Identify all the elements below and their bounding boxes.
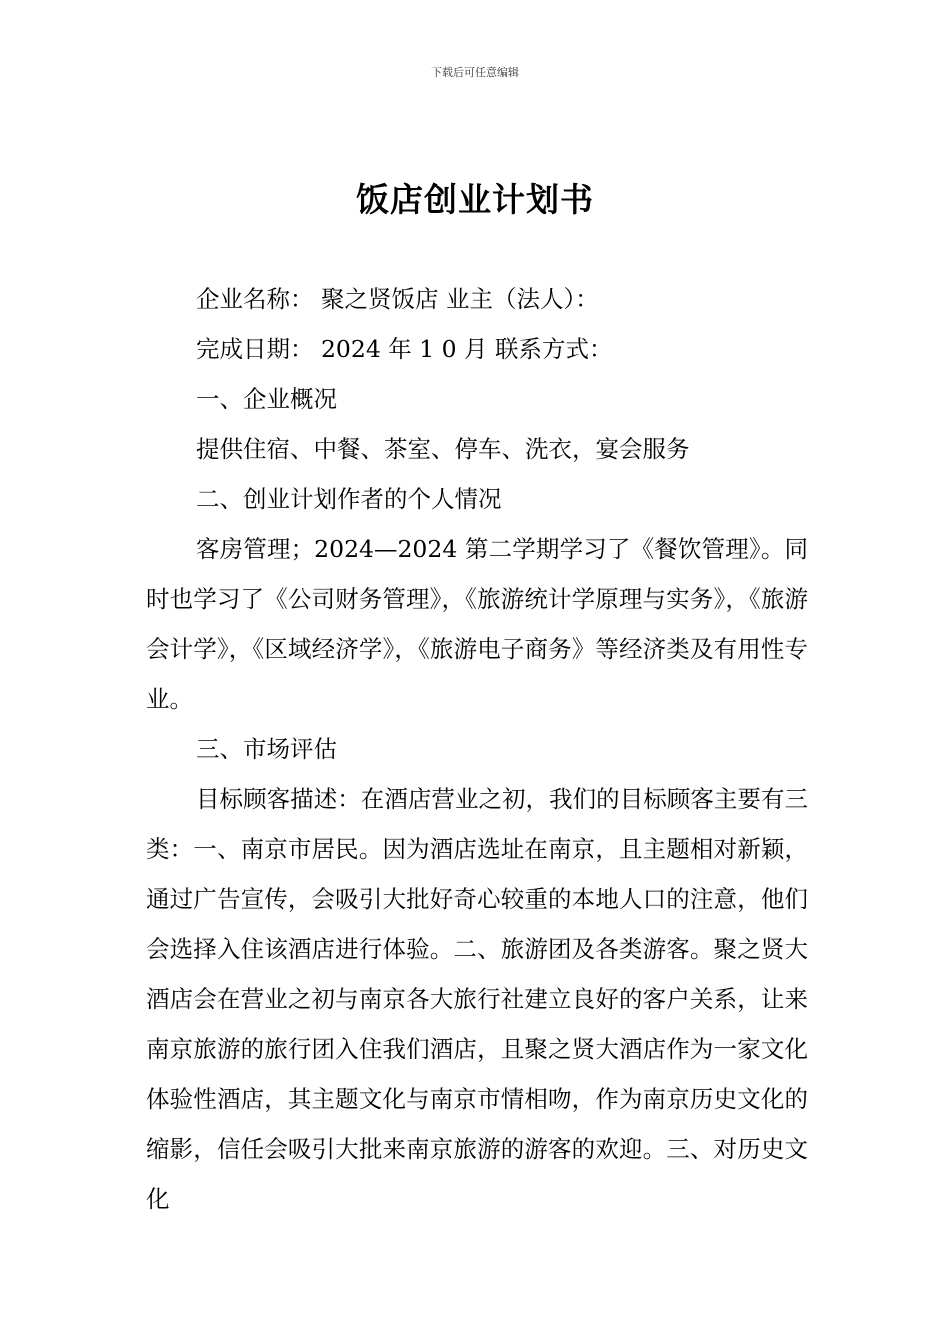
document-title: 饭店创业计划书	[356, 180, 594, 219]
document-body	[146, 274, 808, 1224]
paragraph-author-background: 客房管理；2024—2024 第二学期学习了《餐饮管理》。同时也学习了《公司财务管理》，《旅游统计学原理与实务》，《旅游会计学》，《区域经济学》，《旅游电子商务》等经济类及有用性专业。	[146, 535, 808, 713]
header-note: 下载后可任意编辑	[431, 66, 519, 79]
paragraph-company-name: 企业名称： 聚之贤饭店 业主（法人）：	[196, 285, 599, 313]
section-heading-author: 二、创业计划作者的个人情况	[196, 485, 502, 513]
paragraph-completion-date: 完成日期： 2024 年 1 0 月 联系方式：	[196, 335, 613, 363]
paragraph-target-customers: 目标顾客描述：在酒店营业之初，我们的目标顾客主要有三类：一、南京市居民。因为酒店选址在南京，且主题相对新颖，通过广告宣传，会吸引大批好奇心较重的本地人口的注意，他们会选择入住该酒店进行体验。二、旅游团及各类游客。聚之贤大酒店会在营业之初与南京各大旅行社建立良好的客户关系，让来南京旅游的旅行团入住我们酒店，且聚之贤大酒店作为一家文化体验性酒店，其主题文化与南京市情相吻，作为南京历史文化的缩影，信任会吸引大批来南京旅游的游客的欢迎。三、对历史文化	[146, 785, 808, 1213]
paragraph-services: 提供住宿、中餐、茶室、停车、洗衣，宴会服务	[196, 435, 690, 463]
section-heading-market: 三、市场评估	[196, 735, 337, 763]
section-heading-overview: 一、企业概况	[196, 385, 337, 413]
